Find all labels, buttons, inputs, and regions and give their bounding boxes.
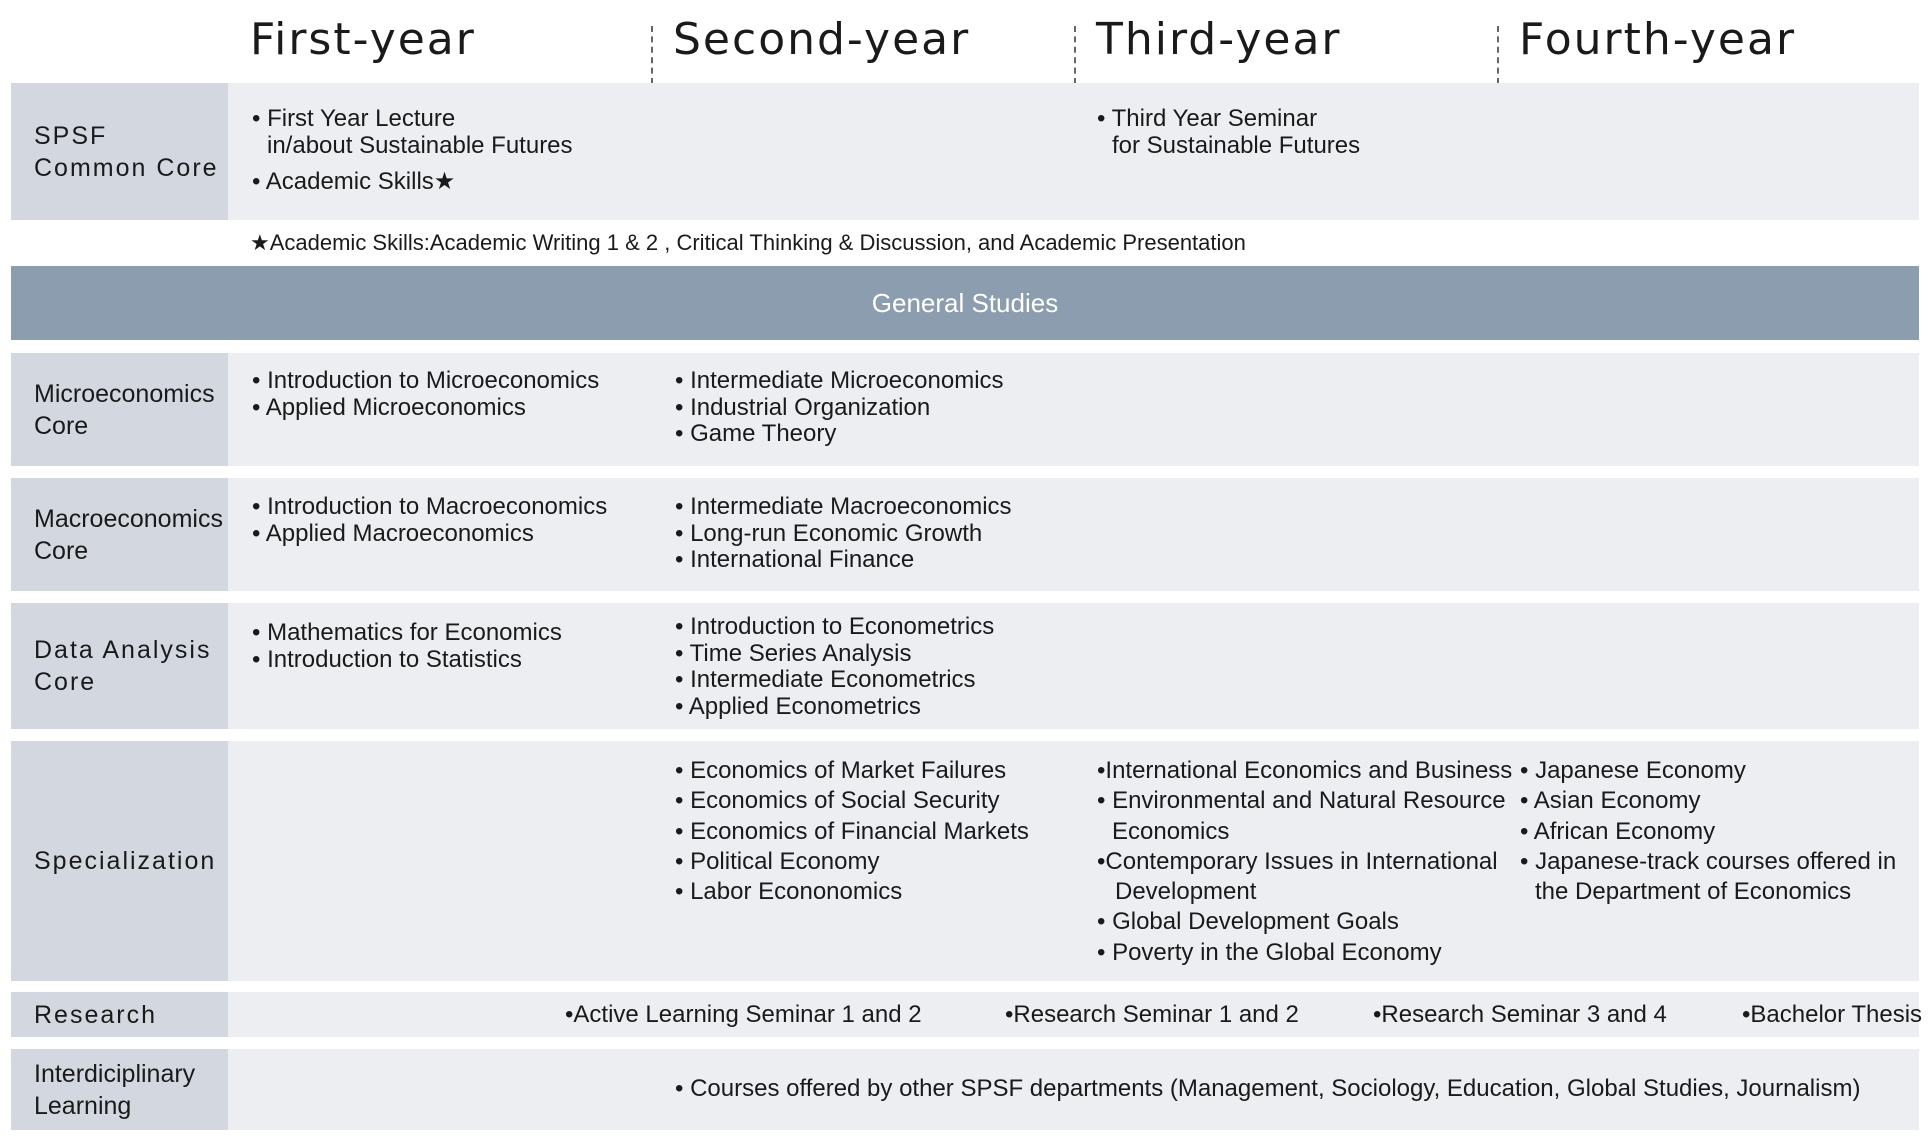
course-item: • International Finance (675, 546, 915, 573)
course-item: • First Year Lecture (252, 105, 456, 132)
course-item: • Introduction to Statistics (252, 645, 522, 673)
course-item: • Applied Microeconomics (252, 393, 526, 421)
course-item: • Environmental and Natural Resource (1097, 787, 1506, 815)
research-item: •Bachelor Thesis (1742, 1001, 1923, 1028)
interdisciplinary-label: Interdiciplinary Learning (11, 1049, 228, 1130)
research-item: •Research Seminar 3 and 4 (1373, 1001, 1667, 1028)
research-item: •Research Seminar 1 and 2 (1005, 1001, 1299, 1028)
course-item: • Economics of Market Failures (675, 757, 1007, 784)
course-item: • Long-run Economic Growth (675, 519, 983, 547)
data-analysis-second-year (675, 614, 994, 720)
header-second-year: Second-year (673, 14, 971, 65)
course-item: • Industrial Organization (675, 393, 931, 421)
macro-second-year (675, 494, 1012, 574)
course-item: • Global Development Goals (1097, 908, 1399, 936)
common-core-label: SPSF Common Core (11, 83, 228, 220)
micro-second-year (675, 368, 1004, 448)
course-item: • Labor Econonomics (675, 878, 903, 906)
course-item: •Contemporary Issues in International (1097, 847, 1498, 875)
course-item: Economics (1112, 817, 1230, 845)
micro-label: Microeconomics Core (11, 353, 228, 466)
common-core-first-year (252, 106, 573, 159)
course-item: • Economics of Social Security (675, 787, 1000, 815)
research-label: Research (11, 992, 228, 1037)
data-analysis-first-year (252, 620, 562, 673)
course-item: • Poverty in the Global Economy (1097, 938, 1442, 966)
year-divider (651, 26, 653, 84)
specialization-second-year (675, 756, 1029, 907)
course-item: • Political Economy (675, 847, 880, 875)
course-item: • Applied Econometrics (675, 692, 921, 720)
course-item: • Intermediate Econometrics (675, 666, 976, 693)
header-first-year: First-year (250, 14, 476, 65)
course-item: • Intermediate Microeconomics (675, 367, 1004, 394)
course-item: • Asian Economy (1520, 787, 1701, 815)
course-item: • African Economy (1520, 817, 1716, 845)
course-item: • Japanese-track courses offered in (1520, 847, 1897, 875)
academic-skills-note: ★Academic Skills:Academic Writing 1 & 2 , Critical Thinking & Discussion, and Academic Presentation (250, 230, 1246, 255)
course-item: • Time Series Analysis (675, 639, 912, 667)
course-item: • Intermediate Macroeconomics (675, 493, 1012, 520)
course-item: the Department of Economics (1535, 878, 1852, 906)
course-item: for Sustainable Futures (1112, 131, 1361, 159)
specialization-third-year (1097, 756, 1512, 968)
specialization-label: Specialization (11, 741, 228, 981)
header-third-year: Third-year (1096, 14, 1342, 65)
year-divider (1497, 26, 1499, 84)
course-item: • Game Theory (675, 420, 837, 447)
course-item: • Applied Macroeconomics (252, 519, 534, 547)
research-item: •Active Learning Seminar 1 and 2 (565, 1001, 922, 1028)
course-item: • Mathematics for Economics (252, 619, 562, 646)
data-analysis-label: Data Analysis Core (11, 603, 228, 729)
course-item: Development (1115, 878, 1257, 906)
specialization-fourth-year (1520, 756, 1896, 907)
academic-skills-item: • Academic Skills★ (252, 168, 456, 195)
course-item: • Introduction to Econometrics (675, 613, 995, 640)
macro-first-year (252, 494, 607, 547)
course-item: •International Economics and Business (1097, 757, 1513, 784)
macro-label: Macroeconomics Core (11, 478, 228, 591)
interdisciplinary-item: • Courses offered by other SPSF departments (Management, Sociology, Education, Global Studies, Journalism) (675, 1075, 1861, 1102)
general-studies-bar: General Studies (11, 266, 1919, 340)
course-item: in/about Sustainable Futures (267, 131, 573, 159)
common-core-third-year (1097, 106, 1360, 159)
course-item: • Third Year Seminar (1097, 105, 1318, 132)
year-divider (1074, 26, 1076, 84)
micro-first-year (252, 368, 599, 421)
course-item: • Introduction to Macroeconomics (252, 493, 608, 520)
course-item: • Introduction to Microeconomics (252, 367, 600, 394)
course-item: • Japanese Economy (1520, 757, 1746, 784)
course-item: • Economics of Financial Markets (675, 817, 1029, 845)
header-fourth-year: Fourth-year (1519, 14, 1797, 65)
